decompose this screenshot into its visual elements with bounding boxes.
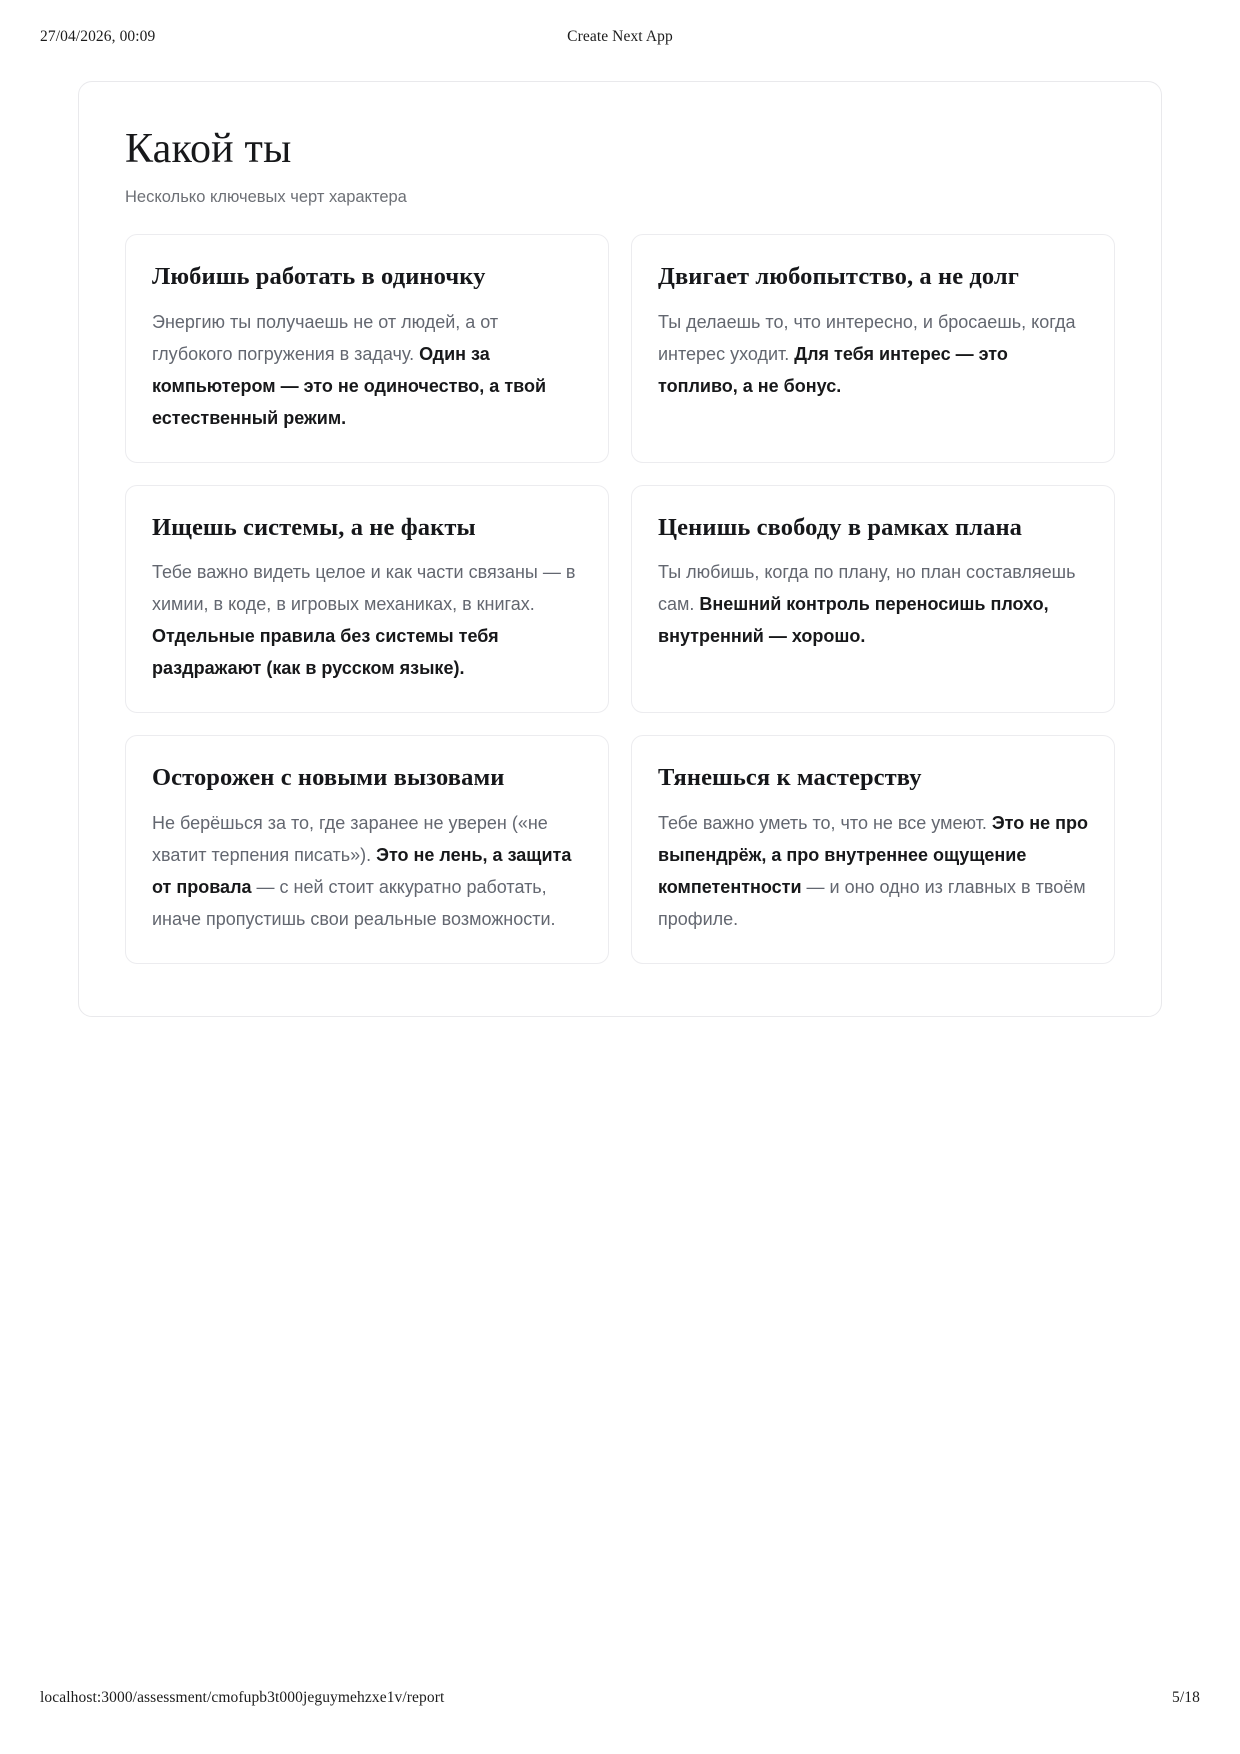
page-subtitle: Несколько ключевых черт характера <box>125 188 407 207</box>
trait-card-title: Ищешь системы, а не факты <box>152 513 476 541</box>
trait-card-body: Ты любишь, когда по плану, но план составляешь сам. Внешний контроль переносишь плохо, внутренний — хорошо. <box>658 562 1076 647</box>
print-header <box>0 26 1240 48</box>
trait-card-title: Тянешься к мастерству <box>658 764 922 792</box>
print-header-title: Create Next App <box>567 28 673 45</box>
trait-card-body: Тебе важно видеть целое и как части связаны — в химии, в коде, в игровых механиках, в книгах. Отдельные правила без системы тебя раздражают (как в русском языке). <box>152 562 576 679</box>
trait-card <box>631 735 1115 963</box>
trait-card-body: Не берёшься за то, где заранее не уверен («не хватит терпения писать»). Это не лень, а защита от провала — с ней стоит аккуратно работать, иначе пропустишь свои реальные возможности. <box>152 812 572 929</box>
trait-card-title: Осторожен с новыми вызовами <box>152 764 505 792</box>
trait-card-title: Любишь работать в одиночку <box>152 263 486 291</box>
report-section-card <box>78 81 1162 1017</box>
print-footer <box>0 1687 1240 1709</box>
trait-card <box>631 485 1115 713</box>
trait-card-grid <box>125 234 1115 963</box>
page-title: Какой ты <box>125 126 292 172</box>
print-footer-url: localhost:3000/assessment/cmofupb3t000jeguymehzxe1v/report <box>40 1689 445 1706</box>
trait-card <box>631 234 1115 462</box>
trait-card-title: Ценишь свободу в рамках плана <box>658 513 1023 541</box>
print-header-date: 27/04/2026, 00:09 <box>40 28 156 45</box>
trait-card <box>125 735 609 963</box>
trait-card-title: Двигает любопытство, а не долг <box>658 263 1019 291</box>
trait-card-body: Тебе важно уметь то, что не все умеют. Это не про выпендрёж, а про внутреннее ощущение компетентности — и оно одно из главных в твоём профиле. <box>658 812 1088 929</box>
trait-card <box>125 485 609 713</box>
trait-card-body: Ты делаешь то, что интересно, и бросаешь, когда интерес уходит. Для тебя интерес — это топливо, а не бонус. <box>658 311 1076 396</box>
print-footer-page: 5/18 <box>1172 1689 1200 1706</box>
trait-card <box>125 234 609 462</box>
trait-card-body: Энергию ты получаешь не от людей, а от глубокого погружения в задачу. Один за компьютером — это не одиночество, а твой естественный режим. <box>152 311 547 428</box>
